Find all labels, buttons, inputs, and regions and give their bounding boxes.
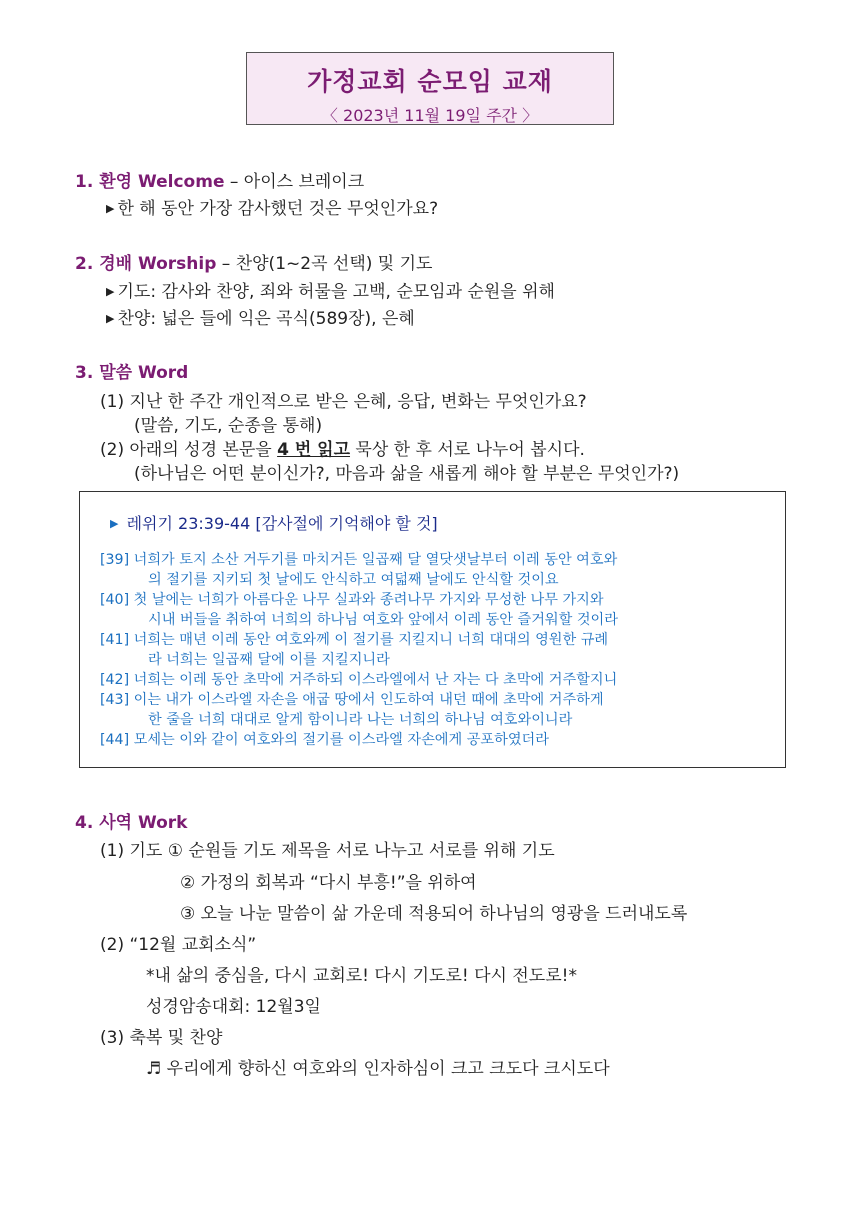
scripture-verses <box>100 550 772 750</box>
section-worship-desc: – 찬양(1~2곡 선택) 및 기도 <box>216 254 433 274</box>
scripture-verse-line: [41] 너희는 매년 이레 동안 여호와께 이 절기를 지킬지니 너희 대대의 영원한 규례 <box>100 632 609 648</box>
triangle-bullet-icon: ▶ <box>110 517 119 530</box>
work-prayer-2: ② 가정의 회복과 “다시 부흥!”을 위하여 <box>180 873 477 893</box>
scripture-verse-line: 한 줄을 너희 대대로 알게 함이니라 나는 너희의 하나님 여호와이니라 <box>148 712 573 728</box>
worship-prayer-text: 기도: 감사와 찬양, 죄와 허물을 고백, 순모임과 순원을 위해 <box>117 282 555 302</box>
section-work-title: 4. 사역 Work <box>75 813 188 833</box>
welcome-question <box>106 194 438 219</box>
section-word-title: 3. 말씀 Word <box>75 363 189 383</box>
title-box <box>246 52 614 125</box>
section-welcome-title: 1. 환영 Welcome <box>75 172 225 192</box>
section-word-heading <box>75 358 188 383</box>
section-worship-heading <box>75 249 432 274</box>
worship-praise <box>106 304 415 329</box>
page-title: 가정교회 순모임 교재 <box>307 67 553 96</box>
work-blessing-heading: (3) 축복 및 찬양 <box>100 1028 223 1048</box>
worship-prayer <box>106 277 555 302</box>
welcome-question-text: 한 해 동안 가장 감사했던 것은 무엇인가요? <box>117 199 439 219</box>
triangle-bullet-icon: ▶ <box>106 285 115 298</box>
scripture-reference: 레위기 23:39-44 [감사절에 기억해야 할 것] <box>126 514 438 533</box>
word-question-2-pre: (2) 아래의 성경 본문을 <box>100 440 278 460</box>
scripture-verse-line: [42] 너희는 이레 동안 초막에 거주하되 이스라엘에서 난 자는 다 초막에 거주할지니 <box>100 672 618 688</box>
scripture-verse-line: [44] 모세는 이와 같이 여호와의 절기를 이스라엘 자손에게 공포하였더라 <box>100 732 549 748</box>
work-prayer-1: (1) 기도 ① 순원들 기도 제목을 서로 나누고 서로를 위해 기도 <box>100 841 555 861</box>
work-blessing-song: ♬ 우리에게 향하신 여호와의 인자하심이 크고 크도다 크시도다 <box>146 1059 610 1079</box>
section-welcome-desc: – 아이스 브레이크 <box>224 172 365 192</box>
word-question-1-note: (말씀, 기도, 순종을 통해) <box>134 416 323 436</box>
work-news-slogan: *내 삶의 중심을, 다시 교회로! 다시 기도로! 다시 전도로!* <box>146 966 577 986</box>
work-prayer-3: ③ 오늘 나눈 말씀이 삶 가운데 적용되어 하나님의 영광을 드러내도록 <box>180 904 688 924</box>
scripture-verse-line: 라 너희는 일곱째 달에 이를 지킬지니라 <box>148 652 390 668</box>
worship-praise-text: 찬양: 넓은 들에 익은 곡식(589장), 은혜 <box>117 309 415 329</box>
word-question-2-note: (하나님은 어떤 분이신가?, 마음과 삶을 새롭게 해야 할 부분은 무엇인가?) <box>134 464 680 484</box>
scripture-verse-line: [39] 너희가 토지 소산 거두기를 마치거든 일곱째 달 열닷샛날부터 이레 동안 여호와 <box>100 552 618 568</box>
word-question-1: (1) 지난 한 주간 개인적으로 받은 은혜, 응답, 변화는 무엇인가요? <box>100 392 587 412</box>
page-subtitle: 〈 2023년 11월 19일 주간 〉 <box>321 106 539 125</box>
work-news-event: 성경암송대회: 12월3일 <box>146 997 321 1017</box>
section-work-heading <box>75 808 187 833</box>
scripture-box <box>79 491 786 768</box>
read-count-emphasis: 4 번 읽고 <box>277 440 351 460</box>
scripture-verse-line: [40] 첫 날에는 너희가 아름다운 나무 실과와 종려나무 가지와 무성한 나무 가지와 <box>100 592 604 608</box>
scripture-heading <box>110 511 438 534</box>
section-worship-title: 2. 경배 Worship <box>75 254 217 274</box>
scripture-verse-line: 의 절기를 지키되 첫 날에도 안식하고 여덟째 날에도 안식할 것이요 <box>148 572 559 588</box>
word-question-2 <box>100 435 585 460</box>
triangle-bullet-icon: ▶ <box>106 312 115 325</box>
triangle-bullet-icon: ▶ <box>106 202 115 215</box>
work-news-heading: (2) “12월 교회소식” <box>100 935 257 955</box>
scripture-verse-line: 시내 버들을 취하여 너희의 하나님 여호와 앞에서 이레 동안 즐거워할 것이라 <box>148 612 618 628</box>
section-welcome-heading <box>75 167 364 192</box>
word-question-2-post: 묵상 한 후 서로 나누어 봅시다. <box>350 440 585 460</box>
scripture-verse-line: [43] 이는 내가 이스라엘 자손을 애굽 땅에서 인도하여 내던 때에 초막에 거주하게 <box>100 692 604 708</box>
